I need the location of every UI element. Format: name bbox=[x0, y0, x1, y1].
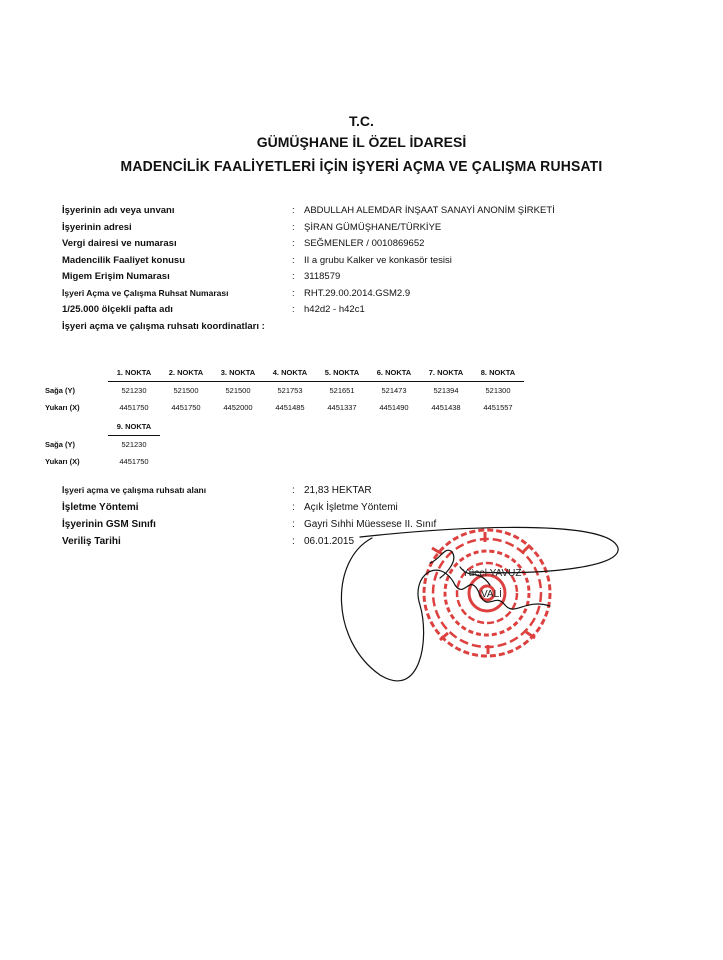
field-colon: : bbox=[292, 238, 295, 249]
field-colon: : bbox=[292, 502, 295, 513]
point-header: 5. NOKTA bbox=[316, 364, 368, 382]
stamp-official-title: VALİ bbox=[481, 589, 502, 600]
table-cell: 4451750 bbox=[119, 457, 149, 466]
field-value: 21,83 HEKTAR bbox=[304, 485, 372, 496]
field-value: SEĞMENLER / 0010869652 bbox=[304, 238, 425, 249]
field-label: İşyeri açma ve çalışma ruhsatı koordinatları : bbox=[62, 320, 265, 332]
field-value: RHT.29.00.2014.GSM2.9 bbox=[304, 287, 411, 299]
field-label: İşyerinin adresi bbox=[62, 221, 132, 233]
table-cell: 4451485 bbox=[275, 403, 305, 412]
point-header: 7. NOKTA bbox=[420, 364, 472, 382]
field-colon: : bbox=[292, 205, 295, 216]
field-label: İşyeri Açma ve Çalışma Ruhsat Numarası bbox=[62, 287, 229, 298]
field-value: Açık İşletme Yöntemi bbox=[304, 502, 398, 513]
field-label: Madencilik Faaliyet konusu bbox=[62, 254, 186, 266]
field-label: İşyerinin GSM Sınıfı bbox=[62, 519, 156, 530]
field-value: Gayri Sıhhi Müessese II. Sınıf bbox=[304, 519, 437, 530]
table-cell: 4451438 bbox=[431, 403, 461, 412]
table-cell: 4452000 bbox=[223, 403, 253, 412]
table-cell: 4451337 bbox=[327, 403, 357, 412]
header-institution: GÜMÜŞHANE İL ÖZEL İDARESİ bbox=[256, 134, 467, 150]
table-cell: 521394 bbox=[433, 386, 459, 395]
field-label: İşyeri açma ve çalışma ruhsatı alanı bbox=[62, 485, 207, 495]
table-cell: 521500 bbox=[173, 386, 199, 395]
field-value: ABDULLAH ALEMDAR İNŞAAT SANAYİ ANONİM ŞİRKETİ bbox=[304, 205, 555, 216]
table-cell: 4451557 bbox=[483, 403, 513, 412]
field-label: 1/25.000 ölçekli pafta adı bbox=[62, 304, 173, 315]
field-label: İşyerinin adı veya unvanı bbox=[62, 205, 175, 216]
field-colon: : bbox=[292, 287, 295, 299]
field-colon: : bbox=[292, 271, 295, 282]
field-colon: : bbox=[292, 485, 295, 496]
field-colon: : bbox=[292, 519, 295, 530]
table-cell: 521651 bbox=[329, 386, 355, 395]
point-header: 3. NOKTA bbox=[212, 364, 264, 382]
handwritten-signature bbox=[341, 527, 618, 681]
document-title: MADENCİLİK FAALİYETLERİ İÇİN İŞYERİ AÇMA VE ÇALIŞMA RUHSATI bbox=[120, 158, 603, 175]
field-label: Vergi dairesi ve numarası bbox=[62, 238, 177, 249]
table-cell: 4451490 bbox=[379, 403, 409, 412]
row-label: Sağa (Y) bbox=[45, 439, 76, 449]
field-label: İşletme Yöntemi bbox=[62, 502, 139, 513]
field-colon: : bbox=[292, 536, 295, 547]
field-colon: : bbox=[292, 304, 295, 315]
table-cell: 521753 bbox=[277, 386, 303, 395]
point-header: 8. NOKTA bbox=[472, 364, 524, 382]
point-header: 1. NOKTA bbox=[108, 364, 160, 382]
field-value: ŞİRAN GÜMÜŞHANE/TÜRKİYE bbox=[304, 221, 442, 233]
table-cell: 521230 bbox=[121, 386, 147, 395]
field-label: Migem Erişim Numarası bbox=[62, 271, 170, 282]
row-label: Yukarı (X) bbox=[45, 403, 80, 412]
header-tc: T.C. bbox=[349, 113, 374, 129]
field-colon: : bbox=[292, 254, 295, 266]
table-cell: 4451750 bbox=[119, 403, 149, 412]
point-header: 6. NOKTA bbox=[368, 364, 420, 382]
field-value: h42d2 - h42c1 bbox=[304, 304, 365, 315]
field-value: 06.01.2015 bbox=[304, 536, 355, 547]
point-header: 2. NOKTA bbox=[160, 364, 212, 382]
point-header: 9. NOKTA bbox=[108, 418, 160, 436]
field-value: II a grubu Kalker ve konkasör tesisi bbox=[304, 254, 452, 266]
table-cell: 4451750 bbox=[171, 403, 201, 412]
point-header: 4. NOKTA bbox=[264, 364, 316, 382]
field-label: Veriliş Tarihi bbox=[62, 536, 121, 547]
row-label: Yukarı (X) bbox=[45, 457, 80, 466]
stamp-official-name: Yücel YAVUZ bbox=[462, 568, 522, 579]
table-cell: 521230 bbox=[121, 440, 147, 449]
table-cell: 521473 bbox=[381, 386, 407, 395]
table-cell: 521500 bbox=[225, 386, 251, 395]
row-label: Sağa (Y) bbox=[45, 385, 76, 395]
field-colon: : bbox=[292, 221, 295, 233]
field-value: 3118579 bbox=[304, 271, 341, 282]
table-cell: 521300 bbox=[485, 386, 511, 395]
